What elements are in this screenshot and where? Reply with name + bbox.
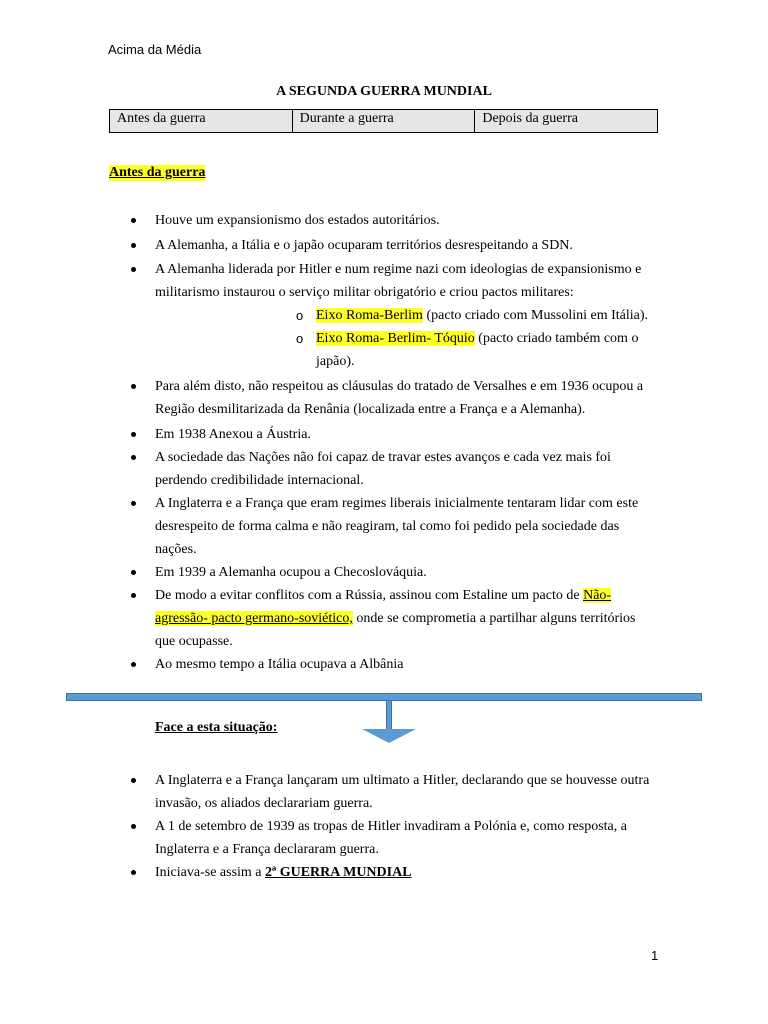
- bullet-list: [0, 375, 768, 676]
- bullet-icon: [131, 593, 136, 598]
- bullet-icon: [131, 384, 136, 389]
- sub-bullet-icon: o: [296, 331, 304, 346]
- list-item-text: Para além disto, não respeitou as cláusulas do tratado de Versalhes e em 1936 ocupou a Região desmilitarizada da Renânia (localizada entre a França e a Alemanha).: [155, 379, 644, 417]
- bullet-icon: [131, 432, 136, 437]
- list-item: [0, 584, 768, 653]
- list-item-text: A Alemanha, a Itália e o japão ocuparam territórios desrespeitando a SDN.: [155, 238, 573, 253]
- bullet-icon: [131, 662, 136, 667]
- sub-item-text: (pacto criado com Mussolini em Itália).: [422, 308, 649, 323]
- page-number: 1: [651, 948, 659, 963]
- bullet-icon: [131, 267, 136, 272]
- list-item: [0, 861, 768, 884]
- list-item-text: Ao mesmo tempo a Itália ocupava a Albânia: [155, 657, 404, 672]
- down-arrow-icon: [362, 729, 416, 743]
- highlight-eixo-roma-berlim: Eixo Roma-Berlim: [316, 308, 423, 323]
- list-item: [0, 258, 768, 304]
- sub-list-item: [0, 327, 768, 373]
- document-title: A SEGUNDA GUERRA MUNDIAL: [276, 84, 492, 99]
- sub-list-item: [0, 304, 768, 327]
- sub-item-text: (pacto criado também com o japão).: [316, 331, 639, 369]
- list-item: [0, 423, 768, 446]
- list-item: [0, 209, 768, 232]
- list-item-text: De modo a evitar conflitos com a Rússia, assinou com Estaline um pacto de: [155, 588, 584, 603]
- bullet-icon: [131, 243, 136, 248]
- table-cell-durante: Durante a guerra: [293, 110, 476, 132]
- list-item: [0, 815, 768, 861]
- page-header: Acima da Média: [108, 42, 202, 57]
- list-item-text: Iniciava-se assim a: [155, 865, 266, 880]
- divider-bar: [66, 693, 702, 701]
- list-item-text: Houve um expansionismo dos estados autoritários.: [155, 213, 440, 228]
- bullet-icon: [131, 218, 136, 223]
- list-item: [0, 769, 768, 815]
- emphasis-segunda-guerra: 2ª GUERRA MUNDIAL: [265, 865, 412, 880]
- bullet-list: [0, 769, 768, 884]
- list-item: [0, 561, 768, 584]
- list-item: [0, 492, 768, 561]
- list-item-text: A sociedade das Nações não foi capaz de travar estes avanços e cada vez mais foi perdendo credibilidade internacional.: [155, 450, 611, 488]
- highlight-eixo-roma-berlim-toquio: Eixo Roma- Berlim- Tóquio: [316, 331, 475, 346]
- list-item: [0, 653, 768, 676]
- list-item-text: onde se comprometia a partilhar alguns territórios que ocupasse.: [155, 611, 636, 649]
- list-item: [0, 375, 768, 421]
- list-item-text: Em 1938 Anexou a Áustria.: [155, 427, 311, 442]
- section-antes-content: [0, 209, 768, 676]
- table-cell-depois: Depois da guerra: [482, 111, 578, 126]
- bullet-icon: [131, 570, 136, 575]
- period-table: [109, 109, 658, 133]
- list-item: [0, 446, 768, 492]
- highlight-pacto-germano-sovietico: Não-agressão- pacto germano-soviético,: [155, 588, 612, 626]
- section-face-content: [0, 769, 768, 884]
- bullet-icon: [131, 824, 136, 829]
- list-item: [0, 234, 768, 257]
- table-cell-antes: Antes da guerra: [110, 110, 293, 132]
- arrow-stem: [386, 701, 392, 729]
- bullet-icon: [131, 870, 136, 875]
- list-item-text: A Inglaterra e a França que eram regimes liberais inicialmente tentaram lidar com este desrespeito de forma calma e não reagiram, tal como foi pedido pela sociedade das nações.: [155, 496, 639, 557]
- sub-bullet-icon: o: [296, 308, 304, 323]
- section-heading-antes: Antes da guerra: [109, 165, 206, 180]
- bullet-icon: [131, 501, 136, 506]
- list-item-text: A Inglaterra e a França lançaram um ultimato a Hitler, declarando que se houvesse outra invasão, os aliados declarariam guerra.: [155, 773, 650, 811]
- list-item-text: Em 1939 a Alemanha ocupou a Checoslováquia.: [155, 565, 427, 580]
- bullet-list: [0, 209, 768, 304]
- bullet-icon: [131, 455, 136, 460]
- list-item-text: A 1 de setembro de 1939 as tropas de Hitler invadiram a Polónia e, como resposta, a Inglaterra e a França declararam guerra.: [155, 819, 627, 857]
- section-heading-face: Face a esta situação:: [155, 720, 278, 735]
- list-item-text: A Alemanha liderada por Hitler e num regime nazi com ideologias de expansionismo e militarismo instaurou o serviço militar obrigatório e criou pactos militares:: [155, 262, 642, 300]
- bullet-icon: [131, 778, 136, 783]
